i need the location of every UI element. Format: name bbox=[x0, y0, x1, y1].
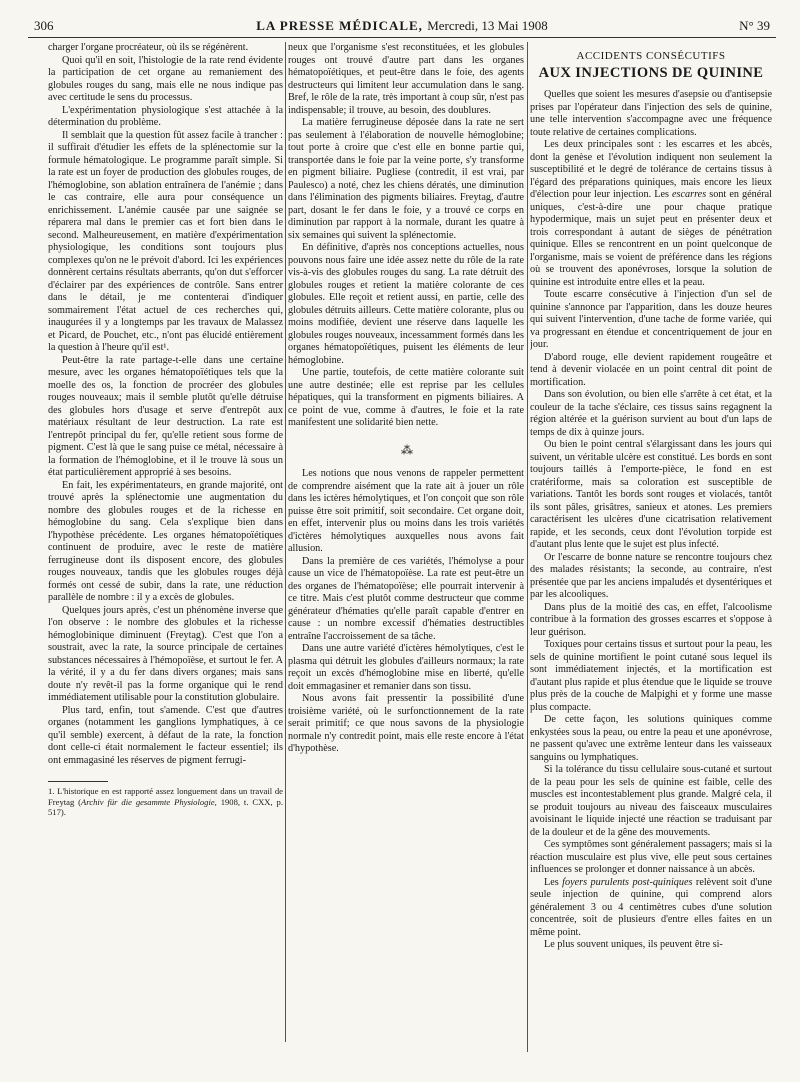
paragraph: Toxiques pour certains tissus et surtout pour la peau, les sels de quinine mortifient le point cutané sous lequel ils sont immédiatement injectés, et la mortification est d'autant plus rapide et plus étendue que le liquide se trouve plus près de la couche de Malpighi et y forme une masse plus compacte. bbox=[530, 639, 772, 713]
text-column-3 bbox=[530, 42, 772, 1042]
paragraph: charger l'organe procréateur, où ils se régénèrent. bbox=[48, 42, 249, 53]
paragraph: Quelques jours après, c'est un phénomène inverse que l'on observe : le nombre des globules et la richesse hémoglobinique diminuent (Freytag). C'est que l'on a soustrait, avec la rate, la source principale de certaines substances nécessaires à l'hémopoïèse, et surtout le fer. A la vérité, il y a du fer dans divers organes; mais sans doute n'y revêt-il pas la forme organique qui le rend immédiatement utilisable pour la constitution globulaire. bbox=[48, 604, 283, 703]
paragraph: Dans la première de ces variétés, l'hémolyse a pour cause un vice de l'hématopoïèse. La rate est peut-être un des organes de l'hématopoïèse; elle pourrait intervenir à ce titre. Mais c'est plutôt comme destructeur que comme générateur d'hématies qu'elle paraît capable d'entrer en cause : un nombre excessif d'hématies destructibles entraîne l'accroissement de sa tâche. bbox=[288, 555, 524, 642]
paragraph: Il semblait que la question fût assez facile à trancher : il suffirait d'étudier les effets de la splénectomie sur la formule hématologique. Le programme paraît simple. Si la rate est un foyer de production des globules rouges, de l'hémoglobine, son ablation entraînera de l'anémie ; dans le cas contraire, elle aura pour conséquence un enrichissement. L'anémie causée par une saignée se réparera mal dans le premier cas et fort bien dans le second. Malheureusement, en matière d'expérimentation physiologique, les conditions sont toujours plus complexes qu'on ne le prévoit d'abord. Ici les expériences donnèrent certains résultats aberrants, qu'on dut s'efforcer d'éclairer par des expériences de contrôle. Sans entrer dans le détail, je me contenterai d'indiquer sommairement l'état actuel de ces recherches qui, inaugurées il y a longtemps par les travaux de Malassez et Picard, de Pouchet, etc., n'ont pas élucidé entièrement la question à l'heure qu'il est¹. bbox=[48, 129, 283, 353]
issue-date: Mercredi, 13 Mai 1908 bbox=[427, 18, 548, 33]
text-column-1 bbox=[48, 42, 283, 1052]
paragraph: Dans plus de la moitié des cas, en effet, l'alcoolisme contribue à la formation des grosses escarres et s'oppose à leur guérison. bbox=[530, 601, 772, 638]
paragraph: Les deux principales sont : les escarres et les abcès, dont la genèse et l'évolution indiquent non seulement la susceptibilité et le degré de tolérance de certains tissus à l'égard des préparations quiniques, mais encore les lieux d'élection pour leur injection. Les escarres sont en général uniques, c'est-à-dire une pour chaque pratique hypodermique, mais un sujet peut en présenter deux et trois correspondant à autant de sièges de pénétration quinique. Elles se rencontrent en un point quelconque de l'organisme, mais se voient de préférence dans les régions où se trouvent des aponévroses, lorsque la solution de quinine est introduite entre elles et la peau. bbox=[530, 139, 772, 288]
paragraph: Ces symptômes sont généralement passagers; mais si la réaction musculaire est plus vive, elle peut sous certaines influences se prolonger et donner naissance à un abcès. bbox=[530, 839, 772, 875]
paragraph: Peut-être la rate partage-t-elle dans une certaine mesure, avec les organes hématopoïétiques tels que la moelle des os, la fonction de procréer des globules rouges nouveaux; mais il semble plutôt qu'elle détruise des globules hors d'usage et serve d'entrepôt aux matériaux résultant de leur destruction. La rate est l'entrepôt principal du fer, qu'elle retient sous forme de pigment. C'est là que le sang puise ce métal, nécessaire à la formation de l'hémoglobine, et il le trouve là sous un état particulièrement approprié à ses besoins. bbox=[48, 354, 283, 478]
article-heading bbox=[530, 50, 772, 79]
paragraph: En fait, les expérimentateurs, en grande majorité, ont trouvé après la splénectomie une augmentation du nombre des globules rouges et de la richesse en hémoglobine du sang. Cela s'explique bien dans l'hypothèse précédente. Les organes hématopoïétiques continuent de produire, avec le reste de matière ferrugineuse dont ils disposent encore, des globules rouges nouveaux, tandis que les globules rouges déjà formés ont cessé de subir, dans la rate, une réduction parallèle de nombre : il y a excès de globules. bbox=[48, 479, 283, 603]
paragraph: La matière ferrugineuse déposée dans la rate ne sert pas seulement à l'élaboration de nouvelle hémoglobine; tout porte à croire que c'est elle en bonne partie qui, transportée dans le foie par la veine porte, s'y transforme en pigment biliaire. Pugliese (contredit, il est vrai, par Paulesco) a noté, chez les chiens dératés, une diminution dans l'élimination des pigments biliaires. Freytag, d'autre part, dosant le fer dans le foie, y a trouvé ce corps en diminution par rapport à la normale, durant les quatre à six semaines qui suivent la splénectomie. bbox=[288, 117, 524, 241]
page-header bbox=[28, 18, 776, 38]
paragraph: Les notions que nous venons de rappeler permettent de comprendre aisément que la rate ait à jouer un rôle dans les ictères hémolytiques, et l'on conçoit que son rôle puisse être soit primitif, soit secondaire. Cet organe doit, en effet, intervenir plus ou moins dans les trois variétés d'ictères hémolytiques auxquelles nous avons fait allusion. bbox=[288, 468, 524, 554]
footnote-rule bbox=[48, 781, 108, 782]
paragraph: Si la tolérance du tissu cellulaire sous-cutané et surtout de la peau pour les sels de quinine est faible, celle des muscles est incontestablement plus grande. Malgré cela, il se produit toujours au niveau des faisceaux musculaires avoisinant le liquide injecté une réaction se traduisant par de la douleur et de la gêne des mouvements. bbox=[530, 764, 772, 838]
section-separator: ⁂ bbox=[401, 442, 411, 457]
paragraph: L'expérimentation physiologique s'est attachée à la détermination du problème. bbox=[48, 104, 283, 128]
paragraph: neux que l'organisme s'est reconstituées, et les globules rouges ont trouvé d'autre part dans les organes hématopoïétiques, et peut-être dans le foie, des agents destructeurs qui limitent leur accumulation dans le sang. Bref, le rôle de la rate, très important à coup sûr, n'est pas indispensable; il trouve, au besoin, des doublures. bbox=[288, 42, 524, 116]
paragraph: De cette façon, les solutions quiniques comme enkystées sous la peau, ou entre la peau et une aponévrose, ne passent qu'avec une extrême lenteur dans les vaisseaux sanguins ou lymphatiques. bbox=[530, 714, 772, 763]
paragraph: Plus tard, enfin, tout s'amende. C'est que d'autres organes (notamment les ganglions lymphatiques, à ce qu'il semble) exercent, à défaut de la rate, la fonction dont celle-ci était normalement le facteur essentiel; ils ont emmagasiné les réserves de pigment ferrugi- bbox=[48, 704, 283, 766]
paragraph: Dans une autre variété d'ictères hémolytiques, c'est le plasma qui détruit les globules d'ailleurs normaux; la rate reçoit un excès d'hémoglobine mise en liberté, qu'elle doit emmagasiner et remanier dans son tissu. bbox=[288, 643, 524, 692]
journal-title bbox=[28, 18, 776, 34]
article-heading-line-2: AUX INJECTIONS DE QUININE bbox=[538, 64, 764, 81]
footnote: 1. L'historique en est rapporté assez longuement dans un travail de Freytag (Archiv für die gesammte Physiologie, 1908, t. CXX, p. 517). bbox=[48, 786, 283, 817]
header-rule bbox=[28, 37, 776, 38]
journal-name: LA PRESSE MÉDICALE, bbox=[256, 18, 423, 33]
paragraph: Or l'escarre de bonne nature se rencontre toujours chez des malades résistants; la seconde, au contraire, n'est présentée que par les anciens impaludés et dysentériques et par les alcooliques. bbox=[530, 551, 772, 600]
paragraph: Le plus souvent uniques, ils peuvent être si- bbox=[544, 939, 723, 950]
paragraph: Toute escarre consécutive à l'injection d'un sel de quinine s'annonce par l'apparition, dans les douze heures qui suivent l'intervention, d'une tache de forme variée, qui va progressant en étendue et concentriquement de jour en jour. bbox=[530, 289, 772, 350]
page-number: 306 bbox=[34, 18, 54, 33]
issue-number: N° 39 bbox=[739, 18, 770, 33]
paragraph: Ou bien le point central s'élargissant dans les jours qui suivent, un véritable ulcère est constitué. Les bords en sont toujours taillés à l'emporte-pièce, le fond en est cratériforme, mais sa coloration est susceptible de variations. Tantôt les bords sont rouges et violacés, tantôt ils sont pâles, grisâtres, sanieux et atones. Les premiers caractérisent les ulcères d'une cicatrisation relativement rapide, et les seconds, ceux dont l'évolution torpide est d'autant plus lente que le sujet est plus infecté. bbox=[530, 439, 772, 550]
paragraph: Les foyers purulents post-quiniques relèvent soit d'une seule injection de quinine, qui comprend alors généralement 3 ou 4 centimètres cubes d'une solution concentrée, soit de plusieurs d'entre elles faites en un même point. bbox=[530, 876, 772, 938]
column-divider-1 bbox=[285, 42, 286, 1042]
paragraph: Quelles que soient les mesures d'asepsie ou d'antisepsie prises par l'opérateur dans l'injection des sels de quinine, une telle intervention s'accompagne avec une fréquence toute relative de certaines complications. bbox=[530, 89, 772, 138]
paragraph: Dans son évolution, ou bien elle s'arrête à cet état, et la couleur de la tache s'éclaire, ces tissus sains regagnent la région altérée et la guérison survient au bout d'un laps de temps de dix à quinze jours. bbox=[530, 389, 772, 438]
text-column-2 bbox=[288, 42, 524, 1032]
article-heading-line-1: ACCIDENTS CONSÉCUTIFS bbox=[576, 50, 726, 62]
paragraph: Nous avons fait pressentir la possibilité d'une troisième variété, où le surfonctionnement de la rate serait primitif; ce que nous savons de la physiologie normale n'y contredit point, mais elle reste encore à l'état d'hypothèse. bbox=[288, 693, 524, 754]
paragraph: Quoi qu'il en soit, l'histologie de la rate rend évidente la participation de cet organe au remaniement des globules rouges du sang, mais elle ne nous indique pas avec certitude le sens du processus. bbox=[48, 54, 283, 103]
paragraph: En définitive, d'après nos conceptions actuelles, nous pouvons nous faire une idée assez nette du rôle de la rate vis-à-vis des globules rouges du sang. La rate détruit des globules rouges et retient la matière colorante de ces globules. Elle reçoit et retient aussi, en partie, celle des globules détruits ailleurs. Cette matière colorante, plus ou moins modifiée, devient une réserve dans laquelle les globules rouges nouveaux, incessamment formés dans les organes hématopoïétiques, puisent les éléments de leur hémoglobine. bbox=[288, 242, 524, 366]
column-divider-2 bbox=[527, 42, 528, 1052]
paragraph: Une partie, toutefois, de cette matière colorante suit une autre destinée; elle est reprise par les cellules hépatiques, qui la transforment en pigments biliaires. A ce point de vue, comme à d'autres, le foie et la rate manifestent une solidarité bien nette. bbox=[288, 367, 524, 428]
paragraph: D'abord rouge, elle devient rapidement rougeâtre et tend à devenir violacée en un point central dit point de mortification. bbox=[530, 351, 772, 388]
